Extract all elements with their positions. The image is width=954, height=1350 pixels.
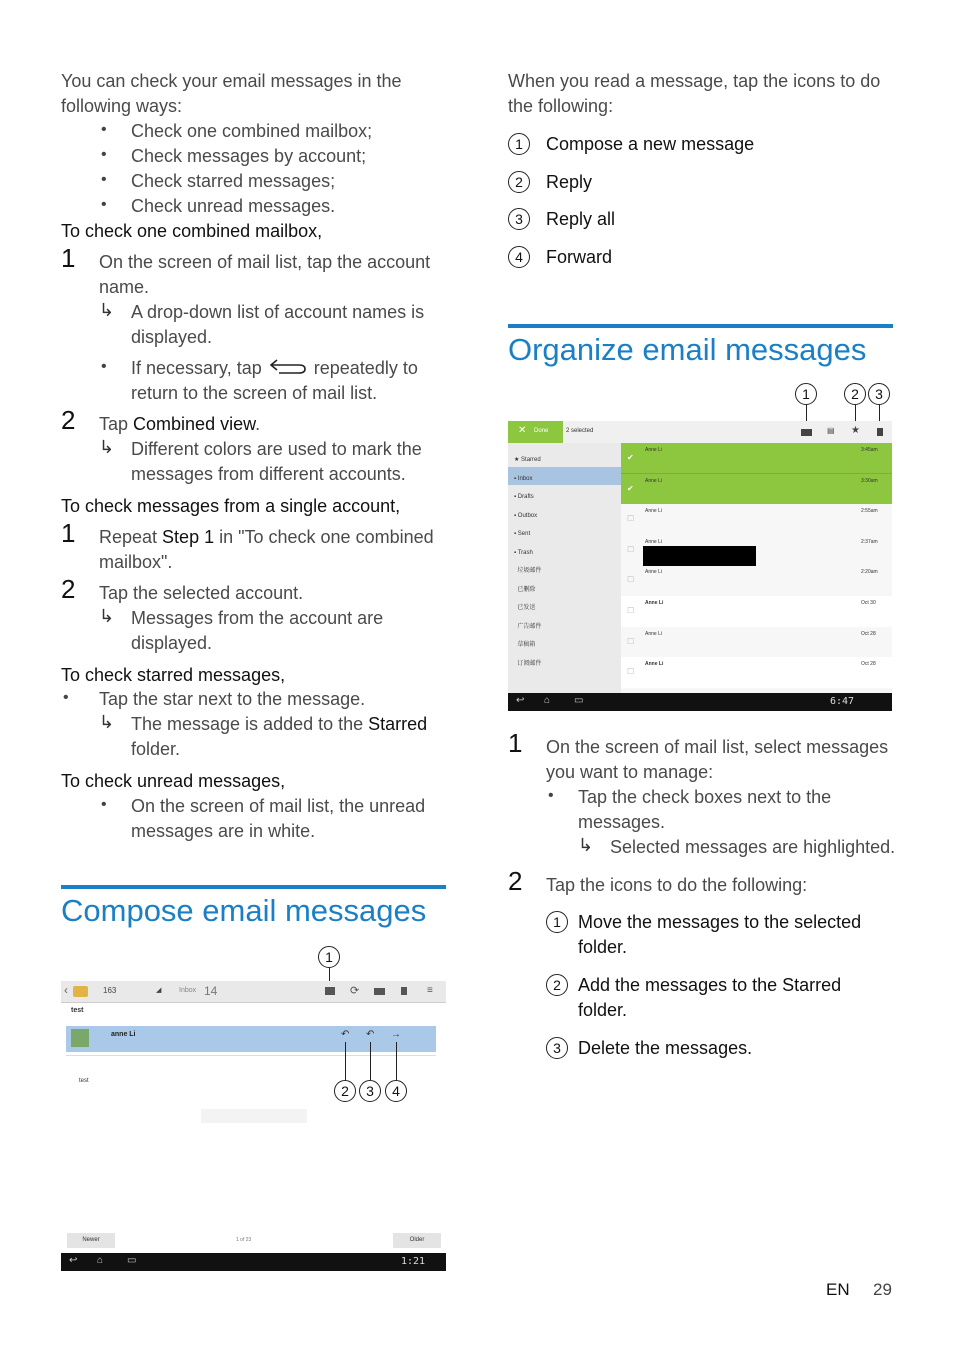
older-button[interactable]: Older [393, 1233, 441, 1248]
bullet-dot: • [548, 787, 554, 804]
folder-label: Outbox [517, 512, 538, 519]
checkbox-icon[interactable]: ☐ [627, 636, 635, 646]
section-rule [61, 885, 446, 889]
forward-icon[interactable]: → [391, 1029, 401, 1040]
callout-2: 2 [844, 383, 866, 405]
result-text: displayed. [131, 633, 213, 653]
done-label[interactable]: Done [534, 428, 549, 434]
bullet-text: On the screen of mail list, the unread [131, 796, 426, 816]
row-time: 2:55am [861, 508, 878, 515]
row-time: Oct 28 [861, 630, 876, 637]
folder-item[interactable] [514, 599, 541, 618]
result-text-pre: The message is added to the [131, 714, 369, 734]
result-arrow-icon: ↳ [99, 437, 115, 457]
folder-item[interactable] [514, 581, 541, 600]
section-title: To check messages from a single account, [61, 496, 401, 516]
trash-icon[interactable] [401, 987, 407, 995]
folder-item[interactable]: ▪ Trash [514, 549, 533, 556]
step-text-pre: Repeat [99, 527, 163, 547]
callout-1: 1 [546, 911, 568, 933]
folder-label: 草稿箱 [517, 642, 536, 648]
refresh-icon[interactable]: ⟳ [350, 985, 360, 997]
folder-item[interactable] [514, 655, 541, 674]
result-arrow-icon: ↳ [578, 835, 594, 855]
row-time: 3:30am [861, 477, 878, 484]
folder-item[interactable] [514, 636, 541, 655]
callout-4: 4 [508, 246, 530, 268]
row-time: 3:45am [861, 447, 878, 453]
divider [66, 1055, 436, 1056]
label-icon[interactable]: ▤ [827, 426, 835, 435]
folder-item[interactable]: ★ Starred [514, 457, 541, 463]
folder-item[interactable]: ▪ Inbox [514, 475, 533, 482]
dropdown-icon: ◢ [156, 987, 162, 994]
result-text: messages from different accounts. [131, 464, 406, 484]
nav-home-icon[interactable]: ⌂ [544, 695, 551, 706]
step-text: you want to manage: [546, 762, 714, 782]
trash-icon[interactable] [877, 428, 883, 436]
row-time: Oct 28 [861, 661, 876, 668]
callout-2: 2 [508, 171, 530, 193]
row-time: 2:37am [861, 538, 878, 545]
row-sender: Anne Li [645, 630, 662, 637]
star-icon[interactable]: ★ [851, 425, 860, 436]
step-text: Tap the icons to do the following: [546, 875, 808, 895]
folder-label: 已发送 [517, 605, 536, 611]
step-text: mailbox". [99, 552, 173, 572]
result-text: displayed. [131, 327, 213, 347]
checkbox-icon[interactable]: ☐ [627, 544, 635, 554]
folder-icon[interactable] [374, 988, 385, 995]
step-text: Tap the selected account. [99, 583, 304, 603]
checkbox-checked-icon[interactable]: ✔ [627, 483, 634, 493]
intro-line-2: following ways: [61, 96, 183, 116]
folder-item[interactable]: ▪ Sent [514, 531, 531, 537]
callout-3: 3 [868, 383, 890, 405]
bullet-item [131, 356, 418, 383]
folder-item[interactable] [514, 618, 541, 637]
folder-label: 广告邮件 [517, 623, 542, 630]
result-text: Different colors are used to mark the [131, 439, 422, 459]
sub-item-text: Delete the messages. [578, 1038, 753, 1058]
folder-icon[interactable] [801, 429, 812, 436]
action-compose: Compose a new message [546, 134, 755, 154]
step-text: On the screen of mail list, select messages [546, 737, 889, 757]
sub-item-text: folder. [578, 937, 628, 957]
folder-label: Inbox [517, 475, 533, 482]
folder-item[interactable]: ▪ Drafts [514, 494, 534, 500]
action-reply: Reply [546, 172, 593, 192]
bullet-text: return to the screen of mail list. [131, 383, 378, 403]
folder-item[interactable] [514, 562, 541, 581]
page-number: 29 [873, 1280, 892, 1299]
callout-2: 2 [334, 1080, 356, 1102]
sub-item-text: folder. [578, 1000, 628, 1020]
clock: 6:47 [830, 696, 855, 707]
bullet-dot: • [101, 171, 107, 188]
compose-heading: Compose email messages [61, 893, 427, 928]
bullet-text: If necessary, tap [131, 358, 262, 378]
newer-button[interactable]: Newer [67, 1233, 115, 1248]
section-title: To check one combined mailbox, [61, 221, 323, 241]
folder-item[interactable]: ▪ Outbox [514, 512, 538, 519]
row-time: 2:20am [861, 569, 878, 576]
bullet-dot: • [101, 196, 107, 213]
account-name: 163 [103, 986, 117, 995]
result-text-bold: Starred [368, 714, 428, 734]
back-chevron-icon: ‹ [64, 983, 68, 997]
bullet-dot: • [101, 358, 107, 375]
step-text-post: . [255, 414, 261, 434]
step-number: 2 [61, 405, 76, 435]
action-strip [563, 421, 892, 443]
callout-line [370, 1042, 371, 1080]
bullet-item: Check messages by account; [131, 146, 367, 166]
compose-topbar [61, 981, 446, 1003]
callout-4: 4 [385, 1080, 407, 1102]
menu-icon[interactable]: ≡ [427, 985, 433, 996]
sub-item-text: Add the messages to the Starred [578, 975, 842, 995]
clock: 1:21 [401, 1256, 426, 1267]
nav-recent-icon[interactable]: ▭ [574, 695, 584, 706]
inbox-count: 14 [204, 984, 218, 998]
folder-label: Starred [521, 457, 541, 463]
callout-line [396, 1042, 397, 1080]
avatar [71, 1029, 89, 1047]
row-sender: Anne Li [645, 599, 664, 606]
system-bar [61, 1253, 446, 1271]
reply-all-icon[interactable]: ↶ [366, 1029, 375, 1040]
sender-row [66, 1026, 436, 1052]
bullet-text: Tap the star next to the message. [99, 689, 366, 709]
step-number: 1 [61, 243, 76, 273]
result-text [131, 712, 427, 737]
result-text: Messages from the account are [131, 608, 384, 628]
organize-screenshot [508, 421, 892, 711]
callout-3: 3 [508, 208, 530, 230]
intro-line-2: the following: [508, 96, 614, 116]
compose-icon[interactable] [325, 987, 335, 995]
message-subject: test [71, 1007, 84, 1014]
bullet-item: Check unread messages. [131, 196, 336, 216]
callout-1: 1 [795, 383, 817, 405]
section-title: To check unread messages, [61, 771, 286, 791]
action-forward: Forward [546, 247, 613, 267]
bullet-dot: • [101, 146, 107, 163]
step-text-post: in "To check one combined [214, 527, 434, 547]
bullet-dot: • [101, 796, 107, 813]
row-sender: Anne Li [645, 477, 662, 484]
folder-label: 订阅邮件 [517, 660, 542, 667]
close-icon[interactable]: ✕ [518, 425, 527, 436]
redaction-block [643, 546, 756, 566]
result-arrow-icon: ↳ [99, 712, 115, 732]
step-number: 1 [61, 518, 76, 548]
result-text: A drop-down list of account names is [131, 302, 425, 322]
folder-list [514, 451, 541, 673]
step-number: 2 [61, 574, 76, 604]
reply-icon[interactable]: ↶ [341, 1029, 350, 1040]
folder-label: Sent [517, 531, 531, 537]
result-text: folder. [131, 739, 181, 759]
result-text: Selected messages are highlighted. [610, 837, 896, 857]
step-text: name. [99, 277, 150, 297]
folder-label: 垃圾邮件 [517, 568, 542, 574]
folder-label: Drafts [517, 494, 534, 500]
selected-count: 2 selected [566, 428, 594, 434]
nav-back-icon[interactable]: ↩ [516, 695, 525, 706]
bullet-dot: • [101, 121, 107, 138]
intro-line-1: You can check your email messages in the [61, 71, 402, 91]
nav-recent-icon[interactable]: ▭ [127, 1255, 137, 1266]
step-number: 1 [508, 728, 523, 758]
row-sender: Anne Li [645, 538, 662, 545]
row-time: Oct 30 [861, 599, 876, 606]
step-text-bold: Combined view [133, 414, 256, 434]
callout-1: 1 [508, 133, 530, 155]
sub-item-text: Move the messages to the selected [578, 912, 862, 932]
back-icon [269, 356, 307, 383]
bullet-item: Check one combined mailbox; [131, 121, 373, 141]
step-number: 2 [508, 866, 523, 896]
compose-screenshot [61, 981, 446, 1271]
section-rule [508, 324, 893, 328]
bullet-text: messages are in white. [131, 821, 316, 841]
folder-label: Trash [517, 549, 533, 556]
row-sender: Anne Li [645, 508, 662, 515]
bullet-text: Tap the check boxes next to the [578, 787, 832, 807]
inbox-label: Inbox [179, 987, 197, 994]
bullet-text: messages. [578, 812, 666, 832]
row-sender: Anne Li [645, 569, 662, 576]
step-text [99, 412, 260, 437]
folder-label: 已删除 [517, 586, 536, 593]
action-reply-all: Reply all [546, 209, 616, 229]
nav-home-icon[interactable]: ⌂ [97, 1255, 104, 1266]
bullet-item: Check starred messages; [131, 171, 336, 191]
mail-app-icon [73, 986, 88, 997]
bullet-text: repeatedly to [313, 358, 418, 378]
callout-2: 2 [546, 974, 568, 996]
intro-line-1: When you read a message, tap the icons to do [508, 71, 881, 91]
checkbox-icon[interactable]: ☐ [627, 575, 635, 585]
callout-3: 3 [546, 1037, 568, 1059]
step-text-pre: Tap [99, 414, 134, 434]
footer-lang: EN [826, 1280, 850, 1299]
loading-bar [201, 1109, 307, 1123]
message-row[interactable] [621, 657, 892, 688]
sender-name: anne Li [111, 1031, 136, 1038]
result-arrow-icon: ↳ [99, 300, 115, 320]
selection-bar [508, 421, 892, 443]
message-body: test [79, 1078, 89, 1084]
nav-back-icon[interactable]: ↩ [69, 1255, 78, 1266]
pager-text: 1 of 23 [236, 1237, 252, 1243]
callout-line [345, 1042, 346, 1080]
checkbox-icon[interactable]: ☐ [627, 667, 635, 677]
bullet-dot: • [63, 689, 69, 706]
system-bar [508, 693, 892, 711]
organize-heading: Organize email messages [508, 332, 867, 367]
step-text: On the screen of mail list, tap the account [99, 252, 431, 272]
row-sender: Anne Li [645, 447, 662, 453]
step-text [99, 525, 434, 550]
row-sender: Anne Li [645, 661, 664, 668]
checkbox-icon[interactable]: ☐ [627, 605, 635, 615]
checkbox-checked-icon[interactable]: ✔ [627, 453, 634, 462]
result-arrow-icon: ↳ [99, 606, 115, 626]
step-text-bold: Step 1 [162, 527, 215, 547]
section-title: To check starred messages, [61, 665, 286, 685]
callout-1: 1 [318, 946, 340, 968]
callout-3: 3 [359, 1080, 381, 1102]
checkbox-icon[interactable]: ☐ [627, 514, 635, 524]
